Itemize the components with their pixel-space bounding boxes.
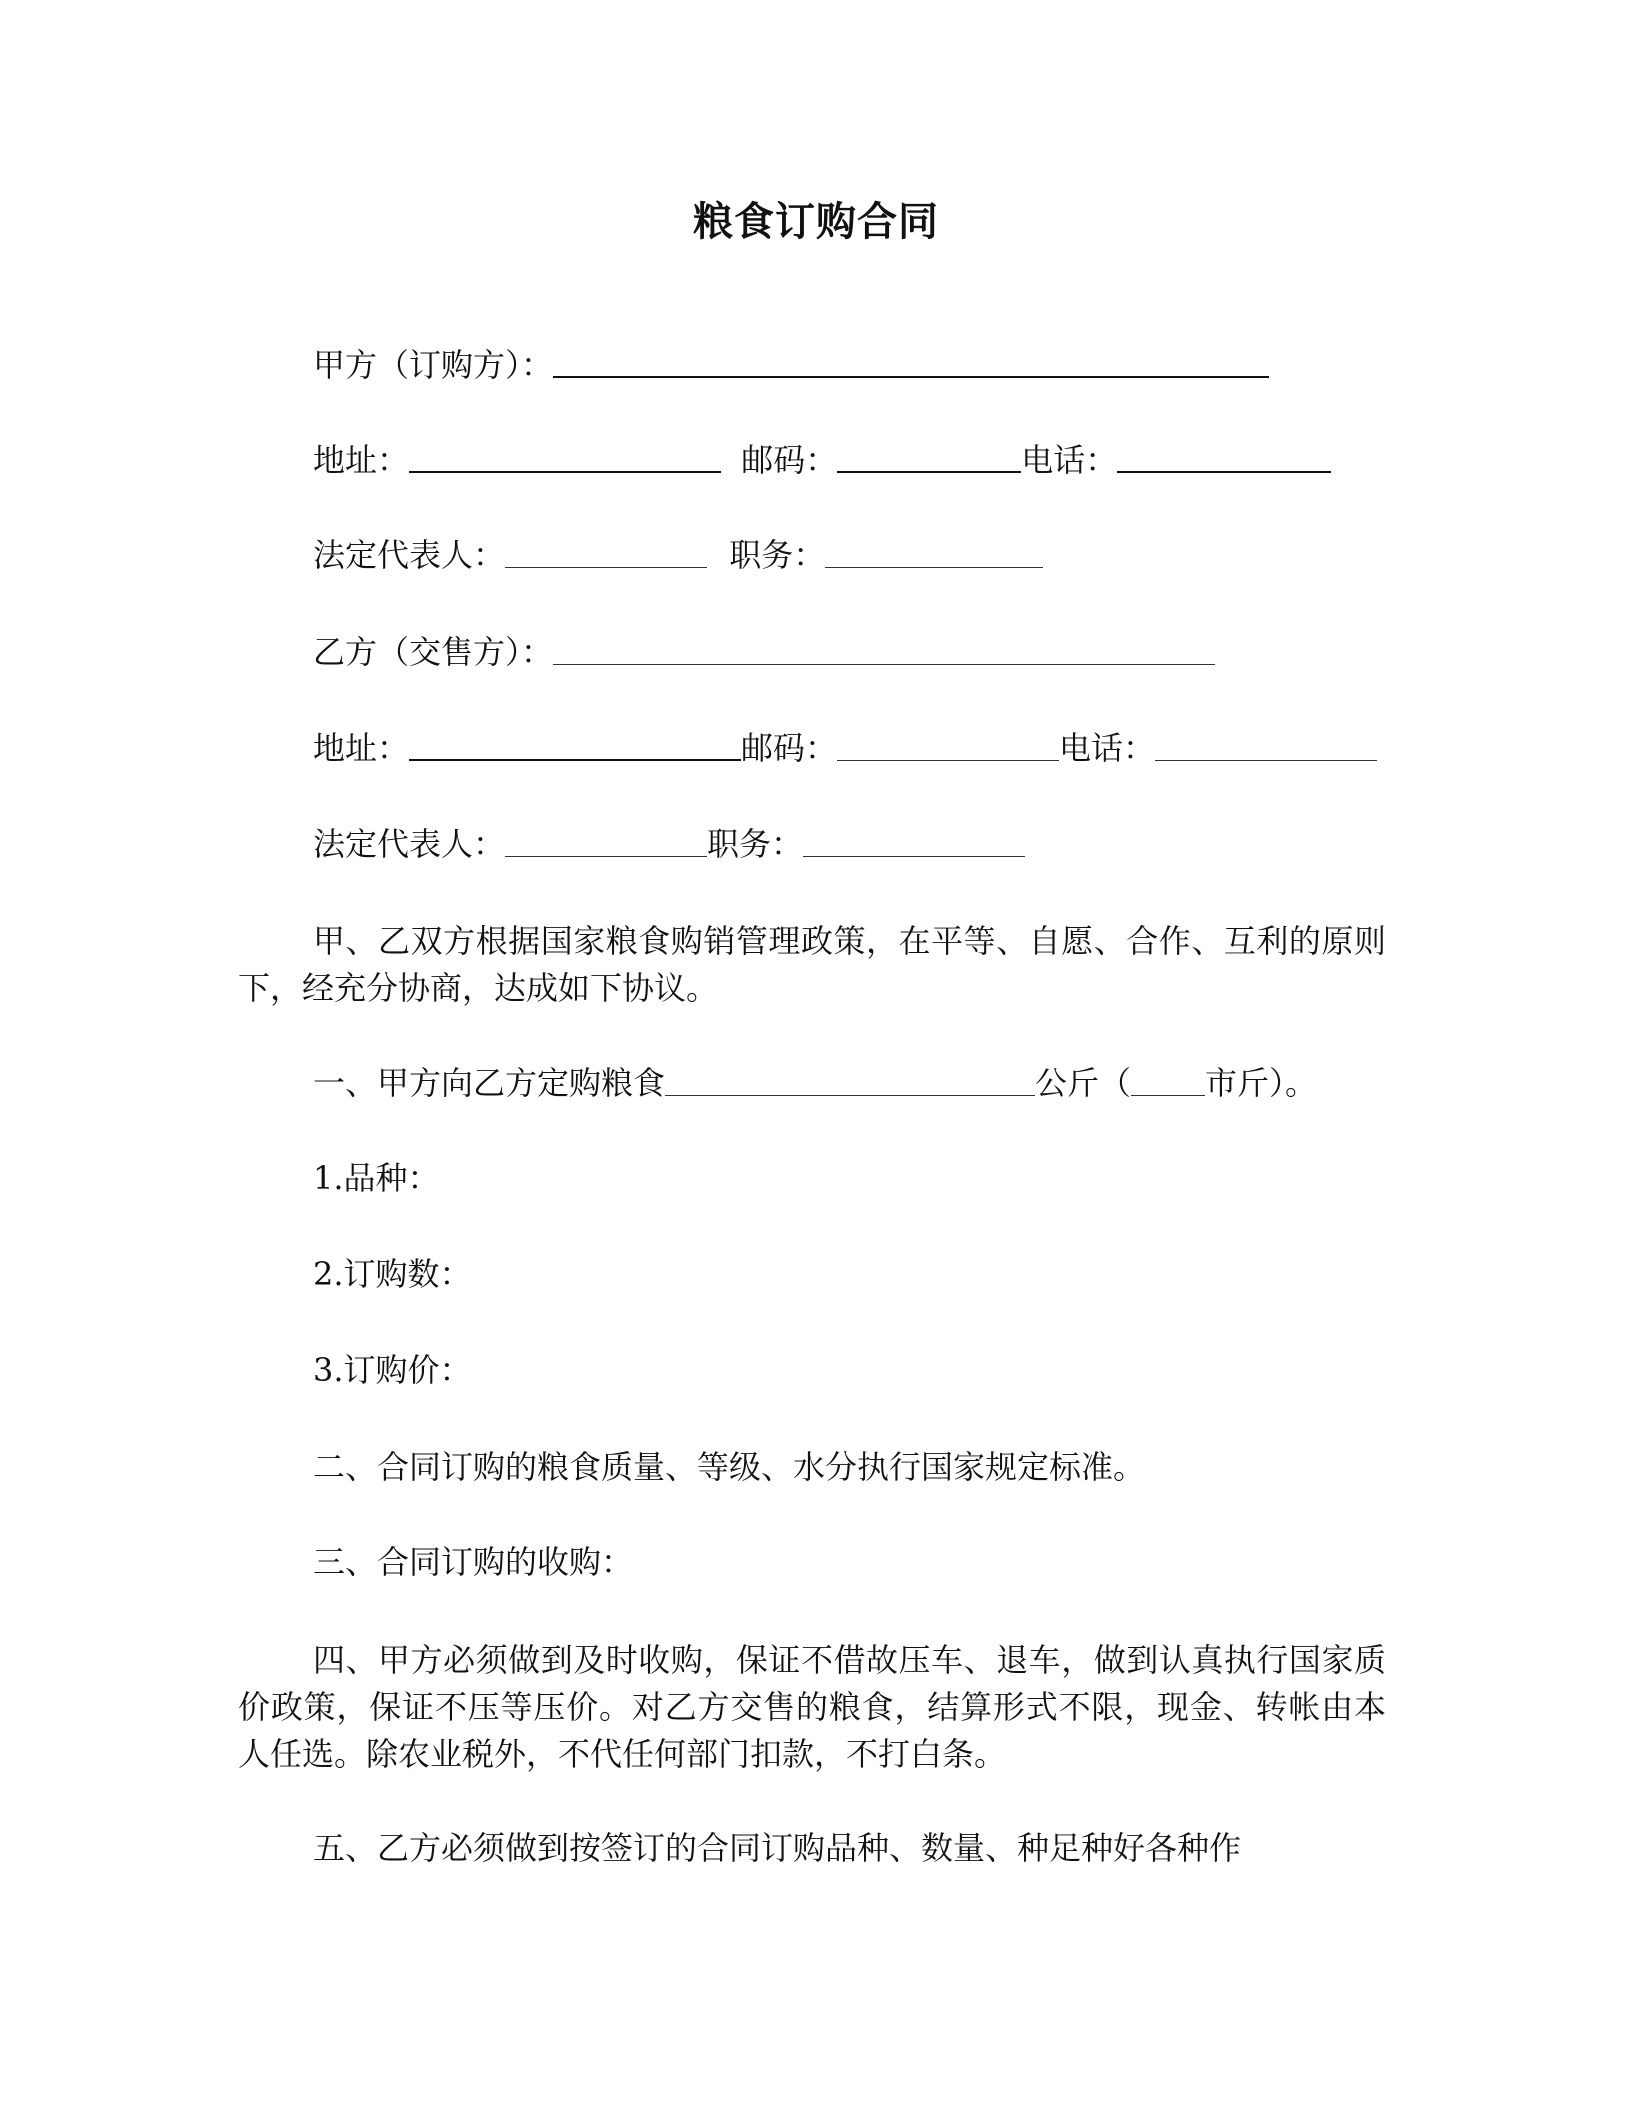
party-b-postcode-label: 邮码： — [741, 729, 838, 767]
party-a-phone-blank[interactable] — [1117, 469, 1331, 473]
party-b-line — [313, 632, 1215, 672]
party-b-contact-line — [313, 728, 1377, 768]
clause-1-amount-blank[interactable] — [665, 1093, 1035, 1096]
clause-1-prefix: 一、甲方向乙方定购粮食 — [313, 1064, 666, 1102]
party-b-phone-label: 电话： — [1059, 729, 1156, 767]
party-b-address-label: 地址： — [313, 729, 410, 767]
party-b-label: 乙方（交售方）： — [313, 633, 554, 671]
party-b-address-blank[interactable] — [409, 757, 741, 761]
party-a-address-blank[interactable] — [409, 469, 721, 473]
party-a-rep-label: 法定代表人： — [313, 536, 506, 574]
clause-1-jin-blank[interactable] — [1131, 1093, 1205, 1096]
party-b-rep-blank[interactable] — [505, 854, 707, 857]
party-b-postcode-blank[interactable] — [837, 758, 1059, 761]
party-a-title-blank[interactable] — [825, 565, 1043, 568]
party-b-blank[interactable] — [553, 662, 1215, 665]
party-b-rep-line — [313, 824, 1025, 864]
party-a-contact-line — [313, 440, 1331, 480]
party-a-title-label: 职务： — [729, 536, 826, 574]
party-a-phone-label: 电话： — [1021, 441, 1118, 479]
item-2: 2.订购数： — [313, 1255, 472, 1293]
party-b-rep-label: 法定代表人： — [313, 825, 506, 863]
intro-paragraph: 甲、乙双方根据国家粮食购销管理政策，在平等、自愿、合作、互利的原则下，经充分协商，达成如下协议。 — [238, 922, 1386, 1007]
party-a-label: 甲方（订购方）： — [313, 346, 554, 384]
clause-1-unit-jin: 市斤）。 — [1205, 1064, 1318, 1102]
clause-3: 三、合同订购的收购： — [313, 1543, 634, 1581]
party-a-postcode-label: 邮码： — [741, 441, 838, 479]
party-b-phone-blank[interactable] — [1155, 758, 1377, 761]
clause-5: 五、乙方必须做到按签订的合同订购品种、数量、种足种好各种作 — [313, 1829, 1242, 1867]
document-title: 粮食订购合同 — [693, 198, 939, 245]
party-a-rep-blank[interactable] — [505, 565, 707, 568]
clause-1-line — [313, 1063, 1317, 1103]
clause-2: 二、合同订购的粮食质量、等级、水分执行国家规定标准。 — [313, 1448, 1146, 1486]
party-a-postcode-blank[interactable] — [837, 469, 1021, 473]
clause-1-unit-kg: 公斤（ — [1035, 1064, 1132, 1102]
party-a-line — [313, 345, 1269, 385]
party-a-rep-line — [313, 535, 1043, 575]
clause-4-paragraph: 四、甲方必须做到及时收购，保证不借故压车、退车，做到认真执行国家质价政策，保证不压等压价。对乙方交售的粮食，结算形式不限，现金、转帐由本人任选。除农业税外，不代任何部门扣款，不打白条。 — [238, 1641, 1386, 1773]
party-b-title-blank[interactable] — [803, 854, 1025, 857]
party-a-blank[interactable] — [553, 374, 1269, 378]
item-3: 3.订购价： — [313, 1351, 472, 1389]
item-1: 1.品种： — [313, 1159, 440, 1197]
party-b-title-label: 职务： — [707, 825, 804, 863]
party-a-address-label: 地址： — [313, 441, 410, 479]
